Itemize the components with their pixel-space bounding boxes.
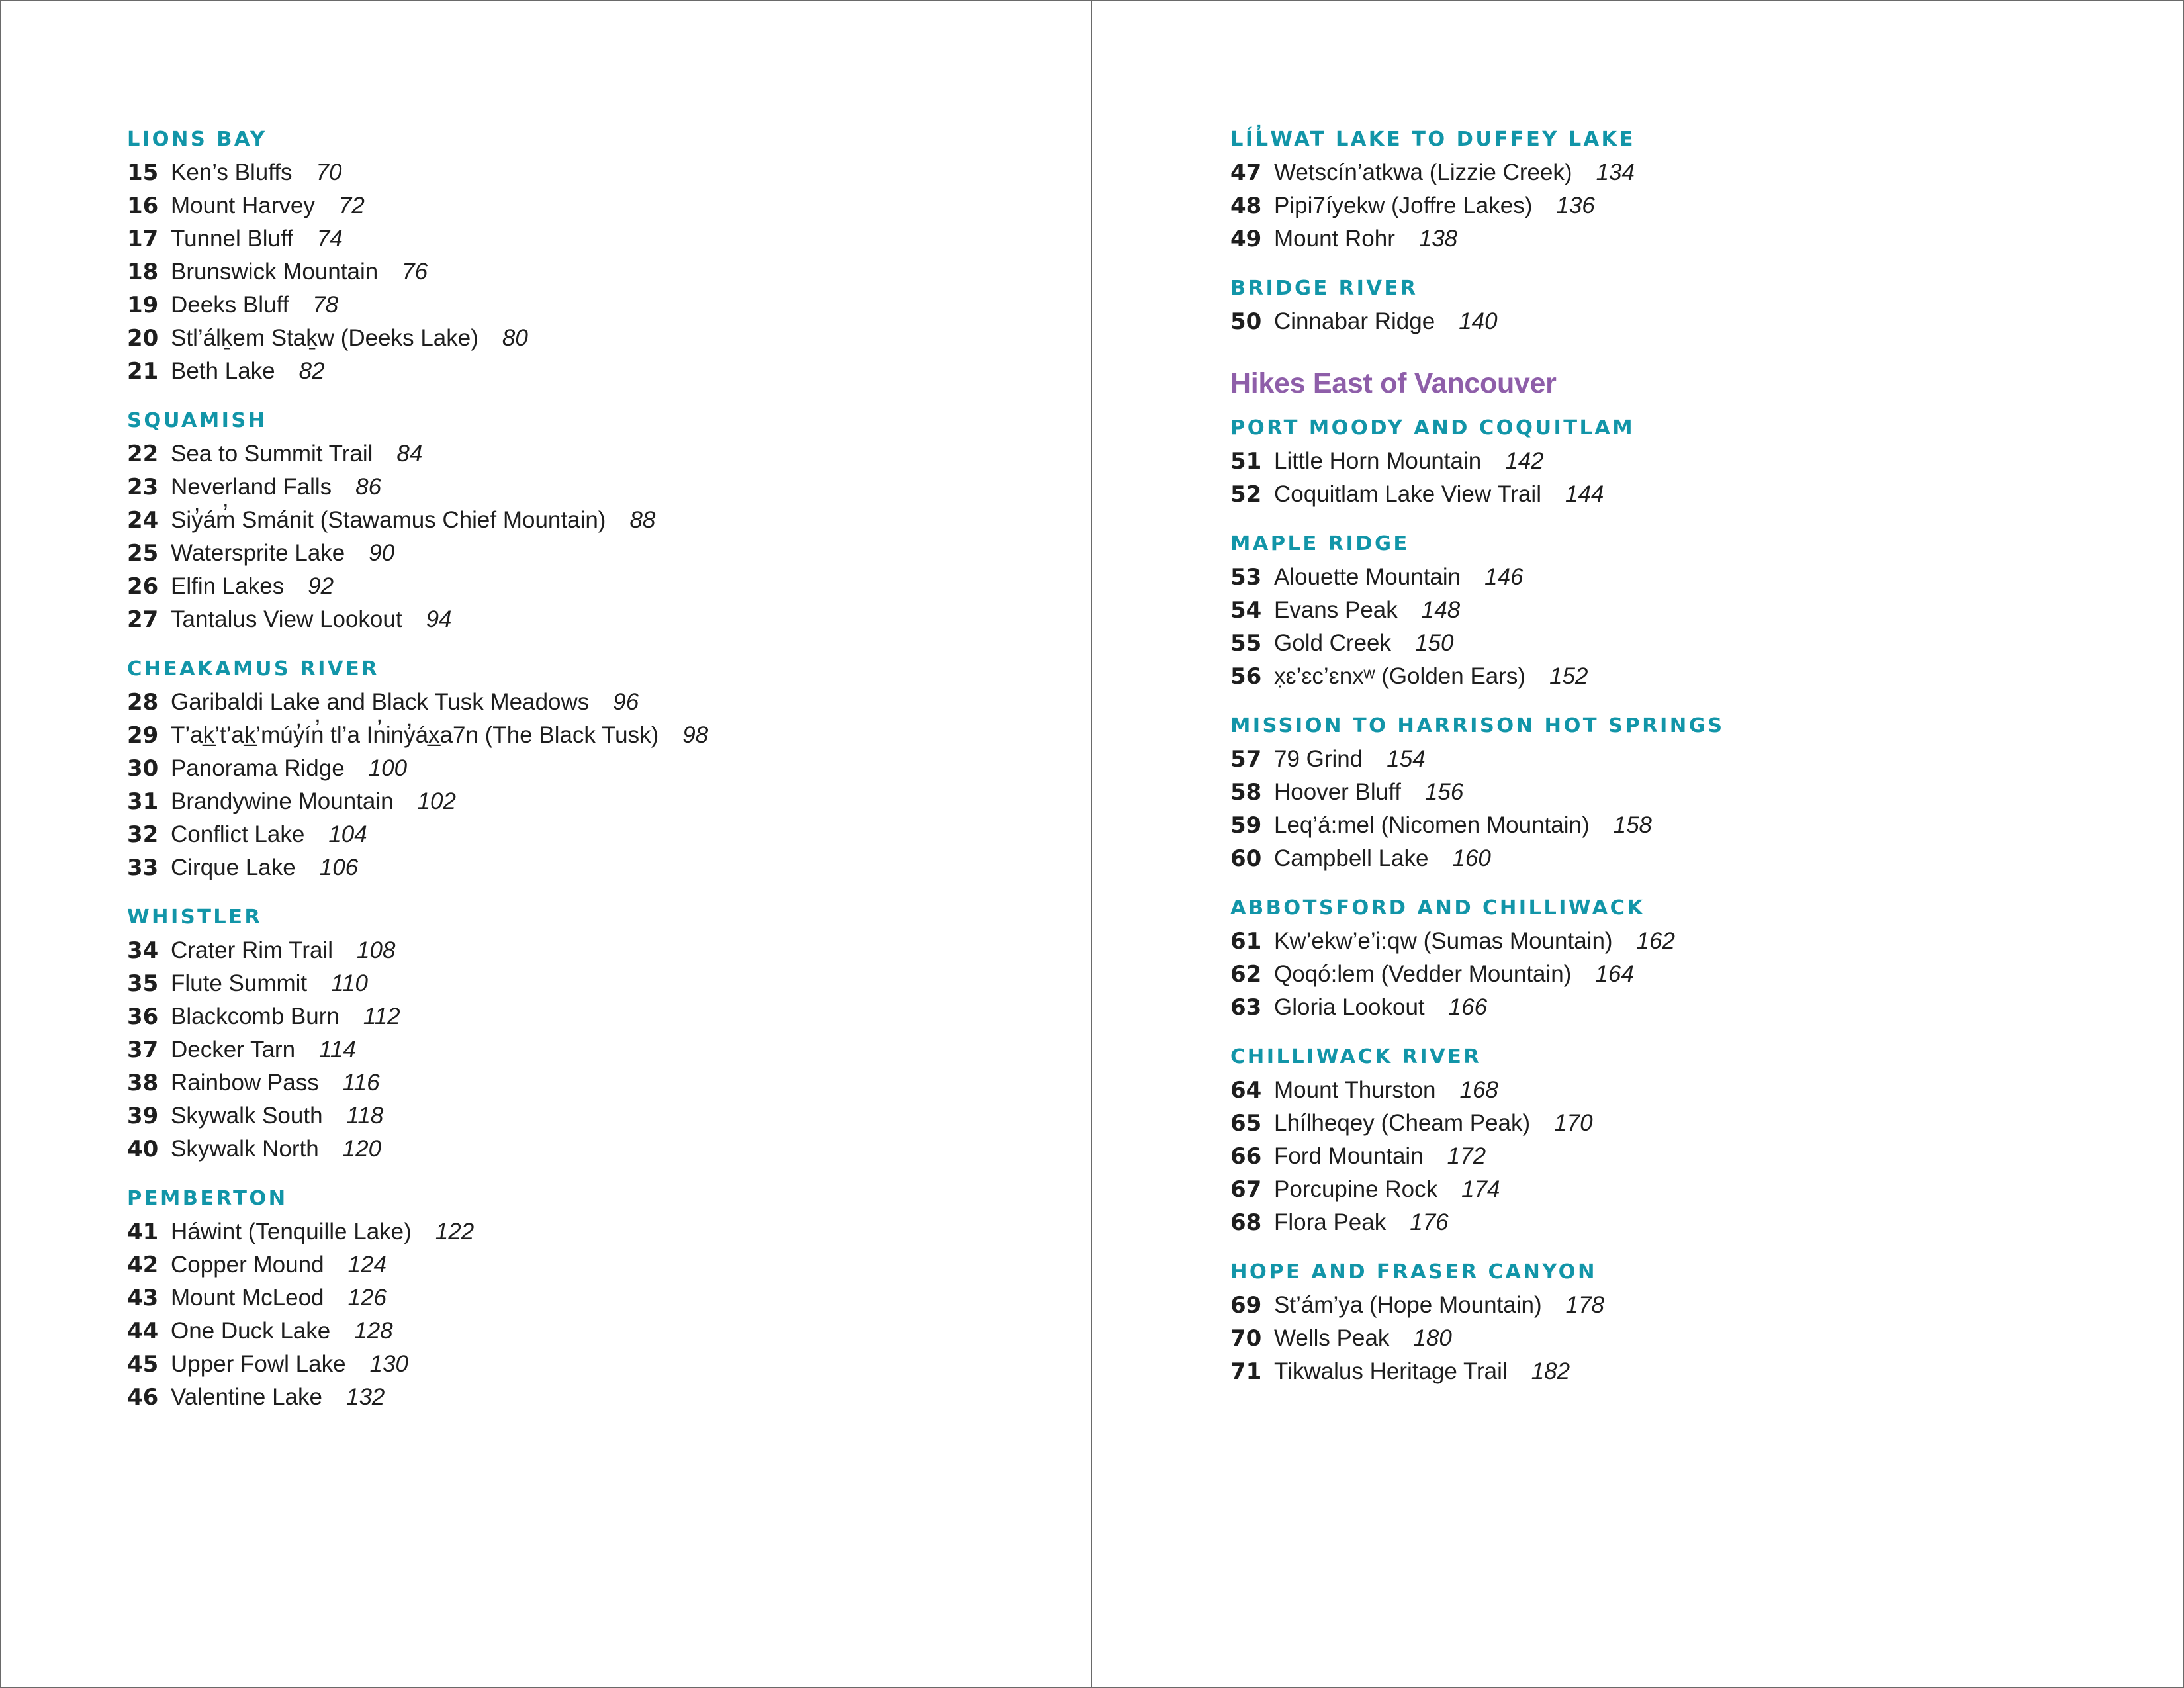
toc-entry[interactable] (1230, 925, 1724, 958)
toc-entry[interactable] (127, 289, 708, 322)
page-number: 150 (1415, 630, 1454, 656)
page-number: 168 (1459, 1077, 1498, 1103)
hike-name: Mount Rohr (1274, 226, 1395, 252)
section-squamish (127, 404, 708, 636)
section-heading: WHISTLER (127, 906, 263, 929)
hike-number: 24 (127, 507, 159, 534)
hike-number: 56 (1230, 663, 1262, 690)
toc-entry[interactable] (1230, 809, 1724, 842)
hike-number: 42 (127, 1252, 159, 1278)
toc-entry[interactable] (1230, 776, 1724, 809)
hike-number: 23 (127, 474, 159, 500)
page-number: 146 (1484, 564, 1524, 590)
section-lions-bay (127, 123, 708, 388)
hike-number: 70 (1230, 1325, 1262, 1352)
hike-name: Elfin Lakes (171, 573, 285, 599)
hike-number: 31 (127, 788, 159, 815)
hike-name: Cirque Lake (171, 855, 296, 880)
hike-number: 21 (127, 358, 159, 385)
hike-name: Campbell Lake (1274, 845, 1429, 871)
section-cheakamus-river (127, 653, 708, 884)
section-hope-and-fraser-canyon (1230, 1256, 1724, 1388)
page-number: 98 (682, 722, 709, 748)
hike-name: Mount Harvey (171, 193, 315, 218)
hike-name: Tikwalus Heritage Trail (1274, 1358, 1508, 1384)
hike-name: Garibaldi Lake and Black Tusk Meadows (171, 689, 590, 715)
hike-name: Crater Rim Trail (171, 937, 334, 963)
page-number: 178 (1565, 1292, 1605, 1318)
page-number: 124 (347, 1252, 387, 1278)
hike-number: 55 (1230, 630, 1262, 657)
toc-entry[interactable] (127, 967, 708, 1000)
page-number: 136 (1556, 193, 1595, 218)
section-pemberton (127, 1182, 708, 1414)
toc-entry[interactable] (1230, 222, 1724, 256)
hike-name: Pipi7íyekw (Joffre Lakes) (1274, 193, 1533, 218)
hike-name: St’ám’ya (Hope Mountain) (1274, 1292, 1542, 1318)
hike-name: Blackcomb Burn (171, 1004, 340, 1029)
page-number: 140 (1459, 308, 1498, 334)
hike-number: 53 (1230, 564, 1262, 590)
page-number: 152 (1549, 663, 1588, 689)
hike-number: 39 (127, 1103, 159, 1129)
toc-entry[interactable] (1230, 445, 1724, 478)
hike-name: Evans Peak (1274, 597, 1398, 623)
hike-name: Tunnel Bluff (171, 226, 293, 252)
hike-number: 29 (127, 722, 159, 749)
hike-number: 22 (127, 441, 159, 467)
section-port-moody-and-coquitlam (1230, 412, 1724, 511)
page-number: 72 (338, 193, 365, 218)
toc-entry[interactable] (1230, 1140, 1724, 1173)
page-number: 102 (417, 788, 456, 814)
toc-entry[interactable] (1230, 1322, 1724, 1355)
page-number: 156 (1424, 779, 1464, 805)
toc-entry[interactable] (1230, 1173, 1724, 1206)
hike-number: 19 (127, 292, 159, 318)
hike-name: x̣ɛ’ɛc’ɛnxʷ (Golden Ears) (1274, 663, 1526, 689)
page-number: 114 (319, 1037, 356, 1062)
hike-name: Leq’á:mel (Nicomen Mountain) (1274, 812, 1590, 838)
page-number: 142 (1505, 448, 1544, 474)
hike-name: Flora Peak (1274, 1209, 1387, 1235)
page-number: 170 (1554, 1110, 1593, 1136)
section-heading: PEMBERTON (127, 1187, 288, 1210)
toc-entry[interactable] (127, 156, 708, 189)
hike-number: 45 (127, 1351, 159, 1378)
toc-entry[interactable] (127, 818, 708, 851)
page-number: 84 (396, 441, 423, 467)
left-contents-column (127, 123, 708, 1430)
hike-name: Deeks Bluff (171, 292, 289, 318)
hike-number: 40 (127, 1136, 159, 1162)
hike-number: 62 (1230, 961, 1262, 988)
page-number: 162 (1636, 928, 1675, 954)
hike-number: 57 (1230, 746, 1262, 773)
page-number: 106 (319, 855, 359, 880)
toc-entry[interactable] (1230, 189, 1724, 222)
hike-name: Cinnabar Ridge (1274, 308, 1435, 334)
hike-name: Sea to Summit Trail (171, 441, 373, 467)
section-bridge-river (1230, 272, 1724, 338)
page-number: 108 (357, 937, 396, 963)
page-number: 164 (1595, 961, 1634, 987)
section-heading: MAPLE RIDGE (1230, 532, 1410, 555)
section-heading: SQUAMISH (127, 409, 267, 432)
hike-number: 65 (1230, 1110, 1262, 1137)
hike-name: Ford Mountain (1274, 1143, 1424, 1169)
page-number: 134 (1596, 160, 1635, 185)
page-number: 78 (312, 292, 339, 318)
hike-number: 26 (127, 573, 159, 600)
toc-entry[interactable] (127, 256, 708, 289)
hike-name: Copper Mound (171, 1252, 324, 1278)
page-number: 82 (298, 358, 325, 384)
page-number: 120 (342, 1136, 382, 1162)
hike-number: 27 (127, 606, 159, 633)
toc-entry[interactable] (127, 686, 708, 719)
page-number: 88 (629, 507, 656, 533)
toc-entry[interactable] (1230, 594, 1724, 627)
toc-entry[interactable] (127, 222, 708, 256)
toc-entry[interactable] (127, 851, 708, 884)
toc-entry[interactable] (127, 934, 708, 967)
toc-entry[interactable] (127, 1215, 708, 1248)
section-heading: HOPE AND FRASER CANYON (1230, 1260, 1597, 1284)
page-number: 174 (1461, 1176, 1500, 1202)
page-number: 94 (426, 606, 452, 632)
toc-entry[interactable] (1230, 627, 1724, 660)
hike-name: Upper Fowl Lake (171, 1351, 346, 1377)
section-maple-ridge (1230, 528, 1724, 693)
hike-name: Beth Lake (171, 358, 275, 384)
hike-number: 51 (1230, 448, 1262, 475)
hike-number: 59 (1230, 812, 1262, 839)
page-number: 172 (1447, 1143, 1486, 1169)
hike-name: Brandywine Mountain (171, 788, 394, 814)
hike-name: Mount Thurston (1274, 1077, 1436, 1103)
hike-name: Wetscín’atkwa (Lizzie Creek) (1274, 160, 1572, 185)
toc-entry[interactable] (127, 355, 708, 388)
toc-entry[interactable] (127, 189, 708, 222)
toc-entry[interactable] (127, 603, 708, 636)
section-heading: CHEAKAMUS RIVER (127, 657, 380, 680)
hike-number: 71 (1230, 1358, 1262, 1385)
toc-entry[interactable] (1230, 842, 1724, 875)
hike-number: 16 (127, 193, 159, 219)
toc-entry[interactable] (1230, 156, 1724, 189)
hike-name: Qoqó:lem (Vedder Mountain) (1274, 961, 1572, 987)
page-number: 110 (331, 970, 368, 996)
page-number: 154 (1387, 746, 1426, 772)
hike-name: Mount McLeod (171, 1285, 324, 1311)
hike-number: 32 (127, 821, 159, 848)
hike-number: 17 (127, 226, 159, 252)
page-number: 158 (1613, 812, 1653, 838)
page-number: 100 (368, 755, 408, 781)
page-number: 138 (1418, 226, 1458, 252)
hike-name: Háwint (Tenquille Lake) (171, 1219, 412, 1244)
hike-name: Rainbow Pass (171, 1070, 319, 1096)
hike-number: 18 (127, 259, 159, 285)
page-number: 166 (1448, 994, 1488, 1020)
page-number: 118 (346, 1103, 384, 1129)
toc-entry[interactable] (127, 471, 708, 504)
page-number: 96 (613, 689, 639, 715)
hike-name: Gold Creek (1274, 630, 1392, 656)
toc-entry[interactable] (127, 719, 708, 752)
toc-entry[interactable] (127, 570, 708, 603)
toc-entry[interactable] (127, 1000, 708, 1033)
toc-entry[interactable] (127, 438, 708, 471)
page-number: 128 (354, 1318, 393, 1344)
section-heading: BRIDGE RIVER (1230, 277, 1418, 300)
toc-entry[interactable] (127, 752, 708, 785)
hike-number: 36 (127, 1004, 159, 1030)
right-bottom-sections (1230, 412, 1724, 1388)
page-number: 126 (347, 1285, 387, 1311)
hike-name: Alouette Mountain (1274, 564, 1461, 590)
hike-name: Little Horn Mountain (1274, 448, 1482, 474)
section-mission-to-harrison-hot-springs (1230, 710, 1724, 875)
toc-entry[interactable] (127, 1033, 708, 1066)
hike-name: Stl’álḵem Staḵw (Deeks Lake) (171, 325, 478, 351)
page-number: 76 (402, 259, 428, 285)
hike-number: 63 (1230, 994, 1262, 1021)
hike-number: 33 (127, 855, 159, 881)
hike-number: 44 (127, 1318, 159, 1344)
section-heading: ABBOTSFORD AND CHILLIWACK (1230, 896, 1645, 919)
page-number: 112 (363, 1004, 400, 1029)
hike-number: 34 (127, 937, 159, 964)
page-number: 130 (369, 1351, 408, 1377)
section-whistler (127, 901, 708, 1166)
page-number: 182 (1531, 1358, 1570, 1384)
toc-entry[interactable] (1230, 1107, 1724, 1140)
section-heading: LIONS BAY (127, 128, 267, 151)
hike-name: One Duck Lake (171, 1318, 331, 1344)
hike-name: 79 Grind (1274, 746, 1363, 772)
section-chilliwack-river (1230, 1041, 1724, 1239)
hike-number: 49 (1230, 226, 1262, 252)
right-top-sections (1230, 123, 1724, 338)
hike-number: 37 (127, 1037, 159, 1063)
hike-name: Watersprite Lake (171, 540, 345, 566)
hike-name: Decker Tarn (171, 1037, 296, 1062)
toc-entry[interactable] (127, 1315, 708, 1348)
hike-number: 66 (1230, 1143, 1262, 1170)
hike-name: Coquitlam Lake View Trail (1274, 481, 1541, 507)
toc-entry[interactable] (127, 1348, 708, 1381)
toc-entry[interactable] (127, 1133, 708, 1166)
hike-number: 50 (1230, 308, 1262, 335)
toc-entry[interactable] (1230, 1206, 1724, 1239)
page-number: 160 (1452, 845, 1491, 871)
page-number: 80 (502, 325, 528, 351)
section-abbotsford-and-chilliwack (1230, 892, 1724, 1024)
page-number: 132 (345, 1384, 385, 1410)
page-number: 90 (369, 540, 395, 566)
hike-number: 30 (127, 755, 159, 782)
toc-entry[interactable] (127, 504, 708, 537)
hike-name: Gloria Lookout (1274, 994, 1425, 1020)
part-heading: Hikes East of Vancouver (1230, 367, 1557, 399)
page-number: 74 (316, 226, 343, 252)
toc-entry[interactable] (127, 1282, 708, 1315)
hike-name: Ken’s Bluffs (171, 160, 293, 185)
page-number: 70 (316, 160, 342, 185)
section-heading: CHILLIWACK RIVER (1230, 1045, 1482, 1068)
hike-number: 64 (1230, 1077, 1262, 1103)
toc-entry[interactable] (1230, 958, 1724, 991)
hike-number: 38 (127, 1070, 159, 1096)
hike-name: T’ak̲’t’ak̲’múy̓ín̓ tl’a In̓iny̓áx̲a7n (The Black Tusk) (171, 722, 659, 748)
hike-name: Skywalk South (171, 1103, 323, 1129)
page-number: 92 (308, 573, 334, 599)
page-number: 148 (1421, 597, 1461, 623)
hike-number: 46 (127, 1384, 159, 1411)
hike-name: Porcupine Rock (1274, 1176, 1438, 1202)
hike-number: 68 (1230, 1209, 1262, 1236)
toc-entry[interactable] (127, 785, 708, 818)
page-number: 116 (342, 1070, 380, 1096)
toc-entry[interactable] (127, 1381, 708, 1414)
hike-number: 52 (1230, 481, 1262, 508)
hike-name: Hoover Bluff (1274, 779, 1401, 805)
page-number: 122 (435, 1219, 475, 1244)
toc-entry[interactable] (127, 1248, 708, 1282)
toc-entry[interactable] (127, 537, 708, 570)
hike-number: 28 (127, 689, 159, 716)
toc-entry[interactable] (127, 322, 708, 355)
hike-name: Valentine Lake (171, 1384, 322, 1410)
hike-name: Conflict Lake (171, 821, 305, 847)
hike-name: Lhílheqey (Cheam Peak) (1274, 1110, 1531, 1136)
hike-number: 58 (1230, 779, 1262, 806)
hike-number: 60 (1230, 845, 1262, 872)
toc-entry[interactable] (1230, 743, 1724, 776)
toc-entry[interactable] (1230, 660, 1724, 693)
section-heading: PORT MOODY AND COQUITLAM (1230, 416, 1635, 440)
hike-number: 35 (127, 970, 159, 997)
hike-name: Siy̓ám̓ Smánit (Stawamus Chief Mountain) (171, 507, 606, 533)
page-number: 104 (328, 821, 367, 847)
toc-entry[interactable] (1230, 1074, 1724, 1107)
hike-number: 61 (1230, 928, 1262, 955)
hike-number: 67 (1230, 1176, 1262, 1203)
hike-name: Neverland Falls (171, 474, 332, 500)
hike-name: Panorama Ridge (171, 755, 345, 781)
hike-name: Wells Peak (1274, 1325, 1390, 1351)
toc-entry[interactable] (1230, 478, 1724, 511)
page-number: 180 (1413, 1325, 1452, 1351)
section-heading: LÍL̓WAT LAKE TO DUFFEY LAKE (1230, 128, 1635, 151)
hike-name: Kw’ekw’e’i:qw (Sumas Mountain) (1274, 928, 1613, 954)
page-number: 144 (1565, 481, 1604, 507)
right-contents-column (1230, 123, 1724, 1405)
hike-name: Brunswick Mountain (171, 259, 379, 285)
toc-entry[interactable] (1230, 305, 1724, 338)
toc-entry[interactable] (127, 1100, 708, 1133)
hike-number: 20 (127, 325, 159, 352)
hike-number: 48 (1230, 193, 1262, 219)
toc-entry[interactable] (1230, 991, 1724, 1024)
page-number: 176 (1410, 1209, 1449, 1235)
section-li-l-wat-lake-to-duffey-lake (1230, 123, 1724, 256)
hike-number: 69 (1230, 1292, 1262, 1319)
hike-name: Tantalus View Lookout (171, 606, 402, 632)
toc-entry[interactable] (1230, 561, 1724, 594)
hike-name: Flute Summit (171, 970, 308, 996)
hike-name: Skywalk North (171, 1136, 319, 1162)
toc-entry[interactable] (1230, 1289, 1724, 1322)
page-number: 86 (355, 474, 382, 500)
hike-number: 54 (1230, 597, 1262, 624)
hike-number: 47 (1230, 160, 1262, 186)
hike-number: 15 (127, 160, 159, 186)
toc-entry[interactable] (127, 1066, 708, 1100)
section-heading: MISSION TO HARRISON HOT SPRINGS (1230, 714, 1725, 737)
hike-number: 41 (127, 1219, 159, 1245)
hike-number: 43 (127, 1285, 159, 1311)
hike-number: 25 (127, 540, 159, 567)
toc-entry[interactable] (1230, 1355, 1724, 1388)
